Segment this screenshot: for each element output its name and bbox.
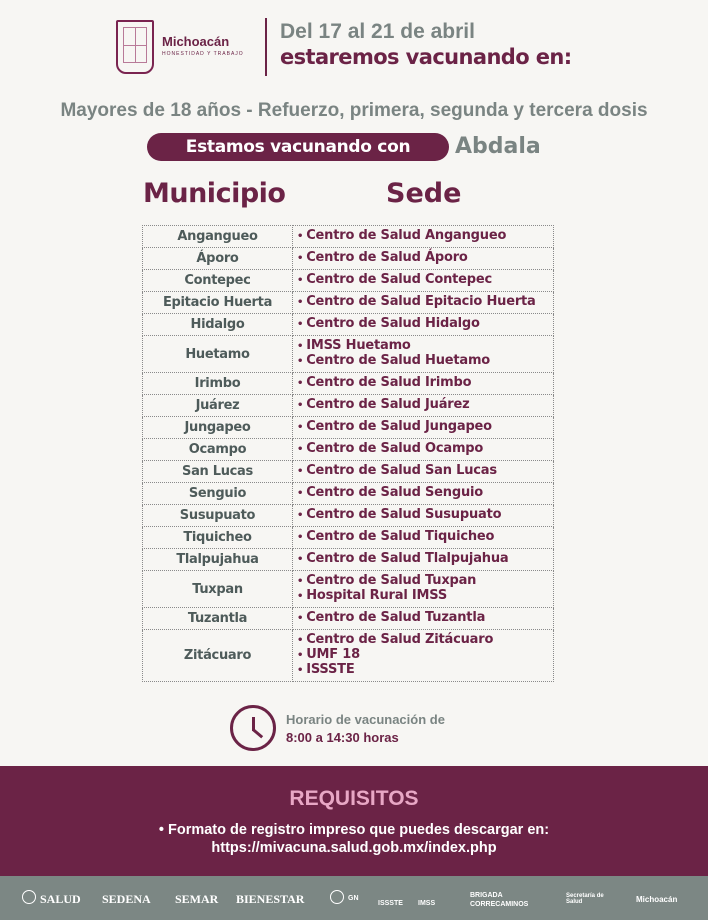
column-header-sede: Sede xyxy=(386,178,462,209)
municipio-cell: Tuzantla xyxy=(143,608,293,630)
table-row xyxy=(143,461,554,483)
municipio-cell: Huetamo xyxy=(143,336,293,373)
table-row xyxy=(143,336,554,373)
sede-cell xyxy=(293,630,554,682)
date-range: Del 17 al 21 de abril xyxy=(280,20,475,43)
footer-logo-issste: ISSSTE xyxy=(378,900,403,907)
requirements-title: REQUISITOS xyxy=(289,787,419,810)
footer-logo-bienestar: BIENESTAR xyxy=(236,892,305,906)
sede-item: • Centro de Salud Angangueo xyxy=(307,229,553,244)
requirements-band xyxy=(0,766,708,876)
sede-cell xyxy=(293,439,554,461)
sede-item: • Centro de Salud Zitácuaro xyxy=(307,633,553,648)
table-row xyxy=(143,608,554,630)
logo-motto: HONESTIDAD Y TRABAJO xyxy=(162,51,244,57)
sede-cell xyxy=(293,527,554,549)
clock-icon xyxy=(230,705,276,751)
header-divider xyxy=(265,18,267,76)
sede-item: • ISSSTE xyxy=(307,663,553,678)
column-header-municipio: Municipio xyxy=(143,178,286,209)
municipio-cell: Áporo xyxy=(143,248,293,270)
sede-cell xyxy=(293,549,554,571)
table-row xyxy=(143,417,554,439)
municipio-cell: Ocampo xyxy=(143,439,293,461)
sede-item: • Centro de Salud Ocampo xyxy=(307,442,553,457)
municipio-cell: Zitácuaro xyxy=(143,630,293,682)
table-row xyxy=(143,549,554,571)
municipio-cell: Epitacio Huerta xyxy=(143,292,293,314)
michoacan-shield-icon xyxy=(116,20,154,74)
logo-name: Michoacán xyxy=(162,34,230,49)
sede-cell xyxy=(293,226,554,248)
sede-cell xyxy=(293,292,554,314)
sede-cell xyxy=(293,314,554,336)
footer-logo-secretaria-salud: Secretaría de Salud xyxy=(566,893,604,905)
sede-item: • Centro de Salud Epitacio Huerta xyxy=(307,295,553,310)
footer-logo-imss: IMSS xyxy=(418,900,436,907)
table-row xyxy=(143,373,554,395)
table-row xyxy=(143,505,554,527)
sede-cell xyxy=(293,248,554,270)
sede-item: • Centro de Salud Tiquicheo xyxy=(307,530,553,545)
table-row xyxy=(143,292,554,314)
sede-item: • Centro de Salud Contepec xyxy=(307,273,553,288)
municipio-cell: Tuxpan xyxy=(143,571,293,608)
sede-item: • UMF 18 xyxy=(307,648,553,663)
municipio-cell: Angangueo xyxy=(143,226,293,248)
municipio-cell: San Lucas xyxy=(143,461,293,483)
sede-cell xyxy=(293,505,554,527)
sede-cell xyxy=(293,395,554,417)
sede-cell xyxy=(293,461,554,483)
footer-logo-michoacan: Michoacán xyxy=(636,895,678,904)
sede-cell xyxy=(293,483,554,505)
sede-item: • Centro de Salud San Lucas xyxy=(307,464,553,479)
vaccine-label-pill: Estamos vacunando con xyxy=(147,133,449,161)
vaccination-sites-table xyxy=(142,225,554,682)
sede-cell xyxy=(293,336,554,373)
vaccinating-heading: estaremos vacunando en: xyxy=(280,45,572,69)
registration-link[interactable]: https://mivacuna.salud.gob.mx/index.php xyxy=(211,840,497,856)
municipio-cell: Tlalpujahua xyxy=(143,549,293,571)
footer-logo-semar: SEMAR xyxy=(175,892,219,906)
table-row xyxy=(143,571,554,608)
table-row xyxy=(143,630,554,682)
sede-item: • Centro de Salud Huetamo xyxy=(307,354,553,369)
municipio-cell: Senguio xyxy=(143,483,293,505)
footer-logo-strip xyxy=(0,876,708,920)
sede-item: • Centro de Salud Susupuato xyxy=(307,508,553,523)
sede-cell xyxy=(293,417,554,439)
salud-seal-icon xyxy=(22,890,36,904)
sede-cell xyxy=(293,608,554,630)
sede-item: • Centro de Salud Tlalpujahua xyxy=(307,552,553,567)
sede-item: • Hospital Rural IMSS xyxy=(307,589,553,604)
gn-seal-icon xyxy=(330,890,344,904)
table-row xyxy=(143,527,554,549)
sede-item: • Centro de Salud Tuxpan xyxy=(307,574,553,589)
sede-item: • Centro de Salud Irimbo xyxy=(307,376,553,391)
sede-cell xyxy=(293,373,554,395)
table-row xyxy=(143,226,554,248)
sede-item: • Centro de Salud Hidalgo xyxy=(307,317,553,332)
footer-logo-salud: SALUD xyxy=(40,892,81,906)
schedule-label: Horario de vacunación de xyxy=(286,712,445,727)
audience-line: Mayores de 18 años - Refuerzo, primera, segunda y tercera dosis xyxy=(60,100,648,121)
table-row xyxy=(143,270,554,292)
header xyxy=(0,14,708,84)
municipio-cell: Tiquicheo xyxy=(143,527,293,549)
sede-item: • IMSS Huetamo xyxy=(307,339,553,354)
municipio-cell: Juárez xyxy=(143,395,293,417)
municipio-cell: Contepec xyxy=(143,270,293,292)
sede-item: • Centro de Salud Senguio xyxy=(307,486,553,501)
footer-logo-sedena: SEDENA xyxy=(102,892,151,906)
table-row xyxy=(143,483,554,505)
vaccine-name: Abdala xyxy=(455,134,541,159)
sede-cell xyxy=(293,571,554,608)
footer-logo-correcaminos: CORRECAMINOS xyxy=(470,901,529,908)
table-row xyxy=(143,314,554,336)
footer-logo-brigada: BRIGADA xyxy=(470,892,503,899)
sede-cell xyxy=(293,270,554,292)
sede-item: • Centro de Salud Tuzantla xyxy=(307,611,553,626)
table-row xyxy=(143,248,554,270)
requirements-text: • Formato de registro impreso que puedes descargar en: xyxy=(158,822,550,838)
table-row xyxy=(143,439,554,461)
municipio-cell: Hidalgo xyxy=(143,314,293,336)
sede-item: • Centro de Salud Áporo xyxy=(307,251,553,266)
sede-item: • Centro de Salud Juárez xyxy=(307,398,553,413)
sede-item: • Centro de Salud Jungapeo xyxy=(307,420,553,435)
table-row xyxy=(143,395,554,417)
municipio-cell: Jungapeo xyxy=(143,417,293,439)
footer-logo-gn: GN xyxy=(348,895,359,902)
municipio-cell: Irimbo xyxy=(143,373,293,395)
municipio-cell: Susupuato xyxy=(143,505,293,527)
schedule-hours: 8:00 a 14:30 horas xyxy=(286,730,399,745)
